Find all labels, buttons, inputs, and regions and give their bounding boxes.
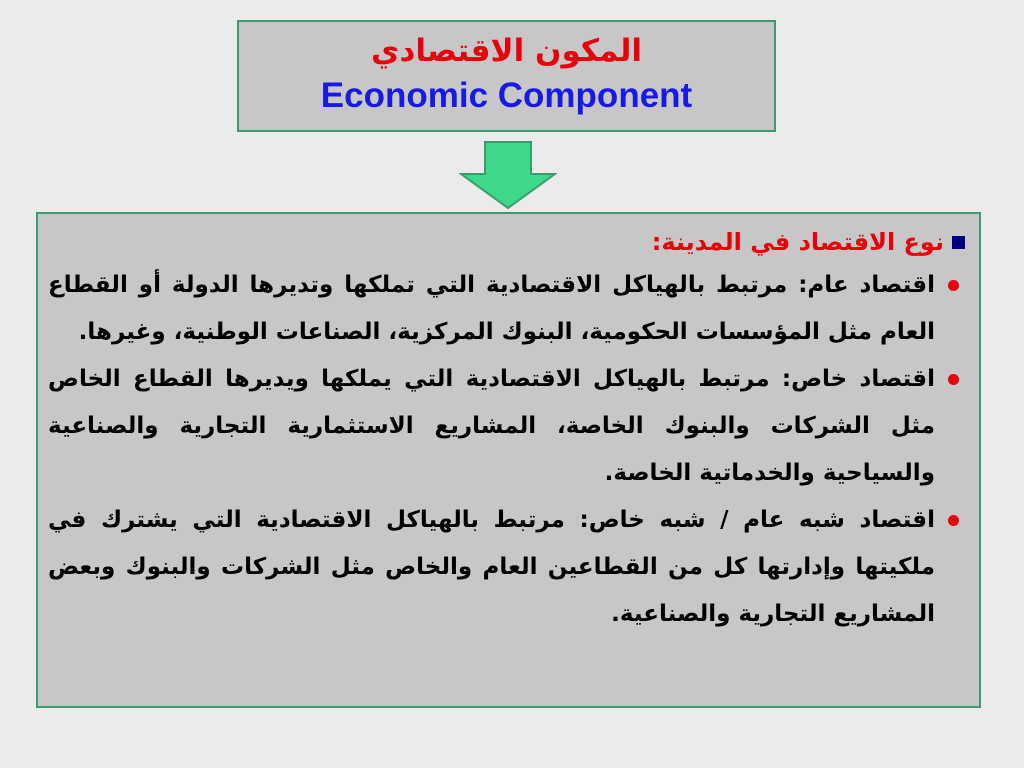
content-box xyxy=(36,212,981,708)
down-arrow-icon xyxy=(459,140,557,210)
list-item-text: اقتصاد خاص: مرتبط بالهياكل الاقتصادية التي يملكها ويديرها القطاع الخاص مثل الشركات والبنوك الخاصة، المشاريع الاستثمارية التجارية والصناعية والسياحية والخدماتية الخاصة. xyxy=(48,366,935,486)
title-arabic: المكون الاقتصادي xyxy=(371,33,642,69)
square-bullet-icon xyxy=(952,236,965,249)
list-item xyxy=(48,497,965,638)
list-item-text: اقتصاد عام: مرتبط بالهياكل الاقتصادية التي تملكها وتديرها الدولة أو القطاع العام مثل المؤسسات الحكومية، البنوك المركزية، الصناعات الوطنية، وغيرها. xyxy=(48,272,935,345)
dot-bullet-icon xyxy=(948,374,959,385)
list-item xyxy=(48,262,965,356)
list-item xyxy=(48,356,965,497)
section-heading-text: نوع الاقتصاد في المدينة: xyxy=(651,228,944,256)
section-heading xyxy=(48,224,965,260)
list-item-text: اقتصاد شبه عام / شبه خاص: مرتبط بالهياكل الاقتصادية التي يشترك في ملكيتها وإدارتها كل من القطاعين العام والخاص مثل الشركات والبنوك وبعض المشاريع التجارية والصناعية. xyxy=(48,507,935,627)
economy-types-list xyxy=(48,262,965,638)
title-english: Economic Component xyxy=(320,76,693,115)
dot-bullet-icon xyxy=(948,280,959,291)
dot-bullet-icon xyxy=(948,515,959,526)
title-box xyxy=(237,20,776,132)
